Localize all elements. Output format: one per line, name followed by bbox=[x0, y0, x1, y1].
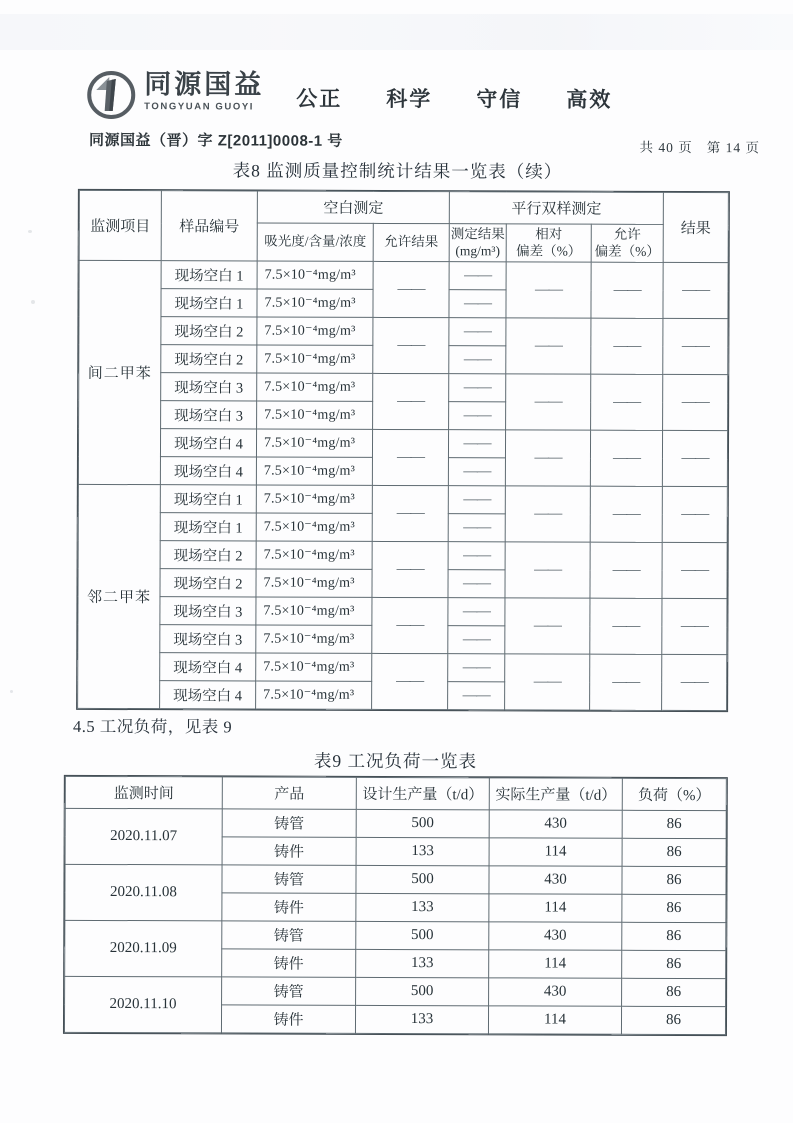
load-cell: 86 bbox=[622, 866, 726, 894]
table-row bbox=[65, 808, 726, 838]
dash-cell: —— bbox=[505, 486, 590, 542]
col-header-actual: 实际生产量（t/d） bbox=[489, 778, 622, 810]
dash-cell: —— bbox=[505, 430, 590, 486]
design-cell: 133 bbox=[355, 1005, 488, 1033]
product-cell: 铸件 bbox=[222, 893, 356, 921]
sample-cell: 现场空白 4 bbox=[160, 681, 256, 709]
dash-cell: —— bbox=[372, 541, 448, 597]
product-cell: 铸管 bbox=[222, 865, 356, 893]
dash-cell: —— bbox=[448, 430, 505, 458]
value-cell: 7.5×10⁻⁴mg/m³ bbox=[256, 681, 372, 709]
actual-cell: 114 bbox=[488, 1006, 621, 1034]
value-cell: 7.5×10⁻⁴mg/m³ bbox=[256, 653, 372, 681]
sample-cell: 现场空白 3 bbox=[161, 401, 257, 429]
value-cell: 7.5×10⁻⁴mg/m³ bbox=[256, 541, 372, 569]
document-number: 同源国益（晋）字 Z[2011]0008-1 号 bbox=[89, 131, 343, 150]
col-header-allowdev-line1: 允许 bbox=[613, 226, 641, 242]
table-row bbox=[78, 428, 727, 458]
col-header-relative-dev bbox=[506, 224, 591, 262]
date-cell: 2020.11.10 bbox=[64, 976, 221, 1033]
load-table bbox=[64, 776, 727, 1035]
sample-cell: 现场空白 3 bbox=[160, 625, 256, 653]
table-row bbox=[78, 540, 727, 570]
dash-cell: —— bbox=[448, 514, 505, 542]
actual-cell: 430 bbox=[489, 922, 622, 950]
dash-cell: —— bbox=[372, 597, 448, 653]
product-cell: 铸管 bbox=[222, 921, 356, 949]
table-row bbox=[79, 260, 728, 290]
table-row bbox=[79, 372, 728, 402]
dash-cell: —— bbox=[448, 486, 505, 514]
motto-word: 公正 bbox=[296, 86, 343, 111]
dash-cell: —— bbox=[449, 346, 506, 374]
pages-total: 共 40 页 bbox=[639, 139, 693, 156]
motto-word: 守信 bbox=[476, 87, 523, 112]
motto-line bbox=[296, 83, 612, 114]
col-header-project: 监测项目 bbox=[79, 190, 161, 260]
col-header-product: 产品 bbox=[222, 777, 356, 809]
sample-cell: 现场空白 2 bbox=[160, 541, 256, 569]
sample-cell: 现场空白 2 bbox=[161, 317, 257, 345]
col-group-blank: 空白测定 bbox=[257, 191, 449, 224]
date-cell: 2020.11.09 bbox=[65, 920, 222, 977]
value-cell: 7.5×10⁻⁴mg/m³ bbox=[257, 401, 373, 429]
load-cell: 86 bbox=[622, 950, 726, 978]
value-cell: 7.5×10⁻⁴mg/m³ bbox=[257, 345, 373, 373]
dash-cell: —— bbox=[505, 542, 590, 598]
section-heading: 4.5 工况负荷，见表 9 bbox=[72, 716, 233, 737]
dash-cell: —— bbox=[373, 373, 449, 429]
col-header-relative-line2: 偏差（%） bbox=[516, 242, 582, 259]
col-header-measured-line1: 测定结果 bbox=[450, 225, 505, 242]
value-cell: 7.5×10⁻⁴mg/m³ bbox=[257, 261, 373, 289]
date-cell: 2020.11.08 bbox=[65, 864, 222, 921]
value-cell: 7.5×10⁻⁴mg/m³ bbox=[257, 289, 373, 317]
value-cell: 7.5×10⁻⁴mg/m³ bbox=[257, 317, 373, 345]
dash-cell: —— bbox=[663, 262, 728, 318]
sample-cell: 现场空白 4 bbox=[160, 457, 256, 485]
dash-cell: —— bbox=[590, 430, 662, 486]
table-row bbox=[79, 316, 728, 346]
sample-cell: 现场空白 1 bbox=[160, 513, 256, 541]
design-cell: 500 bbox=[356, 809, 489, 837]
load-cell: 86 bbox=[622, 978, 726, 1006]
table-row bbox=[78, 596, 727, 626]
col-header-measured-line2: (mg/m³) bbox=[455, 242, 501, 258]
actual-cell: 430 bbox=[489, 810, 622, 838]
table-row bbox=[65, 864, 726, 894]
load-cell: 86 bbox=[622, 838, 726, 866]
brand-name-en: TONGYUAN GUOYI bbox=[144, 101, 255, 113]
sample-cell: 现场空白 3 bbox=[160, 597, 256, 625]
value-cell: 7.5×10⁻⁴mg/m³ bbox=[256, 457, 372, 485]
dash-cell: —— bbox=[662, 654, 727, 710]
dash-cell: —— bbox=[662, 542, 727, 598]
design-cell: 133 bbox=[356, 893, 489, 921]
dash-cell: —— bbox=[449, 318, 506, 346]
table-row bbox=[78, 652, 727, 682]
dash-cell: —— bbox=[448, 682, 505, 710]
dash-cell: —— bbox=[662, 430, 727, 486]
page-current: 第 14 页 bbox=[706, 140, 761, 156]
value-cell: 7.5×10⁻⁴mg/m³ bbox=[256, 597, 372, 625]
dash-cell: —— bbox=[372, 429, 448, 485]
brand-name-cn: 同源国益 bbox=[144, 69, 265, 100]
design-cell: 500 bbox=[356, 865, 489, 893]
product-cell: 铸件 bbox=[222, 949, 356, 977]
dash-cell: —— bbox=[591, 318, 663, 374]
value-cell: 7.5×10⁻⁴mg/m³ bbox=[257, 373, 373, 401]
dash-cell: —— bbox=[662, 598, 727, 654]
brand-text bbox=[144, 69, 264, 112]
product-cell: 铸件 bbox=[221, 1005, 355, 1033]
value-cell: 7.5×10⁻⁴mg/m³ bbox=[256, 429, 372, 457]
col-header-allowdev-line2: 偏差（%） bbox=[594, 243, 660, 259]
dash-cell: —— bbox=[448, 458, 505, 486]
dash-cell: —— bbox=[591, 374, 663, 430]
dash-cell: —— bbox=[506, 262, 591, 318]
sample-cell: 现场空白 4 bbox=[160, 653, 256, 681]
col-header-absorbance: 吸光度/含量/浓度 bbox=[257, 223, 373, 261]
actual-cell: 430 bbox=[489, 978, 622, 1006]
dash-cell: —— bbox=[449, 374, 506, 402]
document-meta-row bbox=[89, 129, 760, 156]
col-header-time: 监测时间 bbox=[65, 776, 222, 809]
dash-cell: —— bbox=[662, 486, 727, 542]
dash-cell: —— bbox=[590, 542, 662, 598]
col-header-design: 设计生产量（t/d） bbox=[356, 777, 489, 809]
report-header bbox=[85, 69, 264, 122]
table-row bbox=[65, 976, 726, 1006]
dash-cell: —— bbox=[505, 598, 590, 654]
product-cell: 铸管 bbox=[222, 977, 356, 1005]
value-cell: 7.5×10⁻⁴mg/m³ bbox=[256, 513, 372, 541]
table-row bbox=[65, 920, 726, 950]
dash-cell: —— bbox=[448, 654, 505, 682]
design-cell: 500 bbox=[356, 977, 489, 1005]
actual-cell: 430 bbox=[489, 866, 622, 894]
dash-cell: —— bbox=[372, 653, 448, 709]
sample-cell: 现场空白 3 bbox=[161, 373, 257, 401]
dash-cell: —— bbox=[590, 654, 662, 710]
dash-cell: —— bbox=[449, 290, 506, 318]
dash-cell: —— bbox=[506, 318, 591, 374]
dash-cell: —— bbox=[373, 261, 449, 317]
sample-cell: 现场空白 1 bbox=[161, 261, 257, 289]
actual-cell: 114 bbox=[489, 838, 622, 866]
design-cell: 133 bbox=[356, 837, 489, 865]
motto-word: 高效 bbox=[566, 87, 613, 112]
col-header-sample: 样品编号 bbox=[161, 191, 257, 261]
table9-title: 表9 工况负荷一览表 bbox=[313, 750, 478, 772]
value-cell: 7.5×10⁻⁴mg/m³ bbox=[256, 485, 372, 513]
col-header-relative-line1: 相对 bbox=[535, 226, 563, 242]
actual-cell: 114 bbox=[489, 894, 622, 922]
col-group-parallel: 平行双样测定 bbox=[449, 192, 663, 225]
product-cell: 铸件 bbox=[222, 837, 356, 865]
quality-control-table bbox=[77, 190, 729, 711]
dash-cell: —— bbox=[590, 486, 662, 542]
dash-cell: —— bbox=[372, 485, 448, 541]
dash-cell: —— bbox=[449, 402, 506, 430]
load-cell: 86 bbox=[622, 810, 726, 838]
dash-cell: —— bbox=[663, 318, 728, 374]
table8-title: 表8 监测质量控制统计结果一览表（续） bbox=[232, 160, 563, 182]
dash-cell: —— bbox=[448, 542, 505, 570]
col-header-result: 结果 bbox=[663, 192, 728, 262]
col-header-load: 负荷（%） bbox=[622, 778, 726, 810]
load-cell: 86 bbox=[621, 1006, 725, 1034]
col-header-measured bbox=[449, 224, 506, 262]
dash-cell: —— bbox=[448, 626, 505, 654]
tongyuan-logo-icon bbox=[85, 69, 137, 121]
sample-cell: 现场空白 1 bbox=[160, 485, 256, 513]
sample-cell: 现场空白 1 bbox=[161, 289, 257, 317]
dash-cell: —— bbox=[590, 598, 662, 654]
page-indicator bbox=[640, 136, 761, 156]
col-header-allowed-result: 允许结果 bbox=[373, 223, 449, 261]
table-row bbox=[78, 484, 727, 514]
sample-cell: 现场空白 4 bbox=[160, 429, 256, 457]
project-cell: 间二甲苯 bbox=[78, 260, 161, 484]
project-cell: 邻二甲苯 bbox=[78, 484, 161, 708]
product-cell: 铸管 bbox=[222, 809, 356, 837]
value-cell: 7.5×10⁻⁴mg/m³ bbox=[256, 625, 372, 653]
dash-cell: —— bbox=[373, 317, 449, 373]
sample-cell: 现场空白 2 bbox=[160, 569, 256, 597]
motto-word: 科学 bbox=[386, 86, 433, 112]
dash-cell: —— bbox=[505, 654, 590, 710]
design-cell: 133 bbox=[356, 949, 489, 977]
dash-cell: —— bbox=[506, 374, 591, 430]
load-cell: 86 bbox=[622, 922, 726, 950]
value-cell: 7.5×10⁻⁴mg/m³ bbox=[256, 569, 372, 597]
dash-cell: —— bbox=[449, 262, 506, 290]
date-cell: 2020.11.07 bbox=[65, 808, 222, 865]
design-cell: 500 bbox=[356, 921, 489, 949]
actual-cell: 114 bbox=[489, 950, 622, 978]
dash-cell: —— bbox=[448, 570, 505, 598]
sample-cell: 现场空白 2 bbox=[161, 345, 257, 373]
col-header-allowed-dev bbox=[591, 224, 663, 262]
dash-cell: —— bbox=[663, 374, 728, 430]
load-cell: 86 bbox=[622, 894, 726, 922]
dash-cell: —— bbox=[591, 262, 663, 318]
dash-cell: —— bbox=[448, 598, 505, 626]
